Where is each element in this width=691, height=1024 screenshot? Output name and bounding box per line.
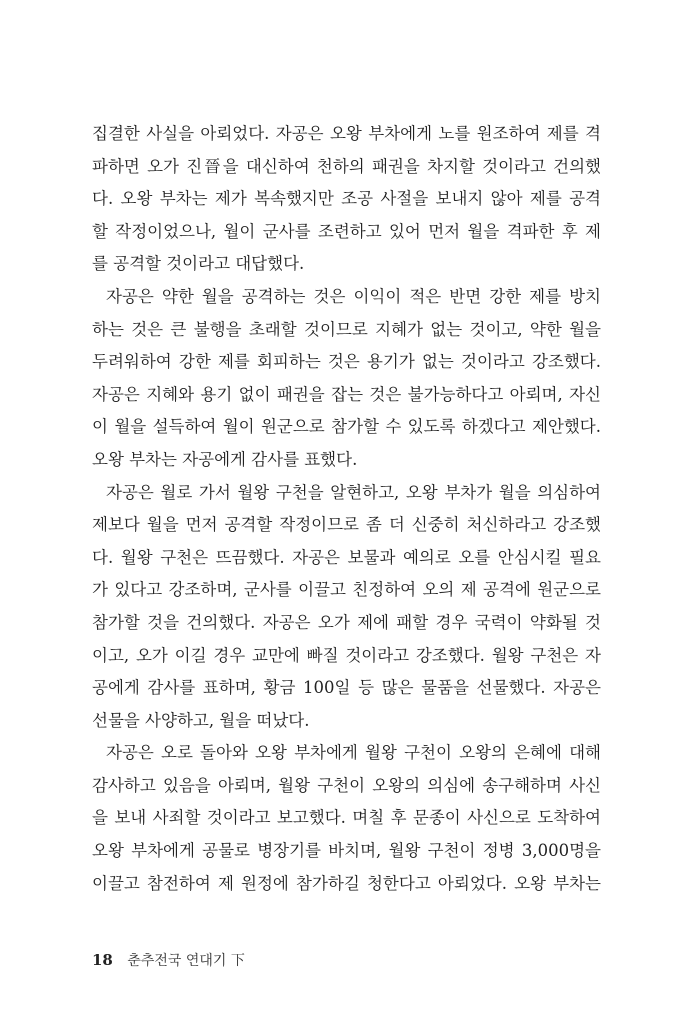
text-line: 공에게 감사를 표하며, 황금 100일 등 많은 물품을 선물했다. 자공은	[92, 678, 601, 698]
paragraph	[92, 281, 601, 477]
text-line: 오왕 부차에게 공물로 병장기를 바치며, 월왕 구천이 정병 3,000명을	[92, 841, 601, 861]
text-line: 두려워하여 강한 제를 회피하는 것은 용기가 없는 것이라고 강조했다.	[92, 352, 601, 372]
text-line: 이 월을 설득하여 월이 원군으로 참가할 수 있도록 하겠다고 제안했다.	[92, 417, 601, 437]
text-line: 할 작정이었으나, 월이 군사를 조련하고 있어 먼저 월을 격파한 후 제	[92, 221, 601, 241]
text-line: 자공은 오로 돌아와 오왕 부차에게 월왕 구천이 오왕의 은혜에 대해	[106, 743, 601, 763]
text-line: 자공은 지혜와 용기 없이 패권을 잡는 것은 불가능하다고 아뢰며, 자신	[92, 384, 601, 404]
text-line: 가 있다고 강조하며, 군사를 이끌고 친정하여 오의 제 공격에 원군으로	[92, 580, 601, 600]
text-line: 참가할 것을 건의했다. 자공은 오가 제에 패할 경우 국력이 약화될 것	[92, 612, 601, 632]
book-title: 춘추전국 연대기 下	[127, 953, 245, 969]
text-line: 선물을 사양하고, 월을 떠났다.	[92, 710, 310, 730]
page-footer	[92, 950, 245, 970]
text-line: 를 공격할 것이라고 대답했다.	[92, 254, 305, 274]
text-line: 자공은 약한 월을 공격하는 것은 이익이 적은 반면 강한 제를 방치	[106, 286, 601, 306]
text-line: 오왕 부차는 자공에게 감사를 표했다.	[92, 449, 358, 469]
text-line: 을 보내 사죄할 것이라고 보고했다. 며칠 후 문종이 사신으로 도착하여	[92, 808, 601, 828]
text-line: 제보다 월을 먼저 공격할 작정이므로 좀 더 신중히 처신하라고 강조했	[92, 515, 601, 535]
body-text	[92, 118, 601, 900]
text-line: 자공은 월로 가서 월왕 구천을 알현하고, 오왕 부차가 월을 의심하여	[106, 482, 601, 502]
page-number: 18	[92, 951, 113, 969]
text-line: 감사하고 있음을 아뢰며, 월왕 구천이 오왕의 의심에 송구해하며 사신	[92, 775, 601, 795]
text-line: 다. 오왕 부차는 제가 복속했지만 조공 사절을 보내지 않아 제를 공격	[92, 189, 601, 209]
text-line: 파하면 오가 진晉을 대신하여 천하의 패권을 차지할 것이라고 건의했	[92, 156, 601, 176]
text-line: 이고, 오가 이길 경우 교만에 빠질 것이라고 강조했다. 월왕 구천은 자	[92, 645, 601, 665]
paragraph	[92, 737, 601, 900]
text-line: 다. 월왕 구천은 뜨끔했다. 자공은 보물과 예의로 오를 안심시킬 필요	[92, 547, 601, 567]
text-line: 집결한 사실을 아뢰었다. 자공은 오왕 부차에게 노를 원조하여 제를 격	[92, 124, 601, 143]
paragraph	[92, 477, 601, 738]
text-line: 이끌고 참전하여 제 원정에 참가하길 청한다고 아뢰었다. 오왕 부차는	[92, 873, 601, 893]
text-line: 하는 것은 큰 불행을 초래할 것이므로 지혜가 없는 것이고, 약한 월을	[92, 319, 601, 339]
paragraph	[92, 118, 601, 281]
